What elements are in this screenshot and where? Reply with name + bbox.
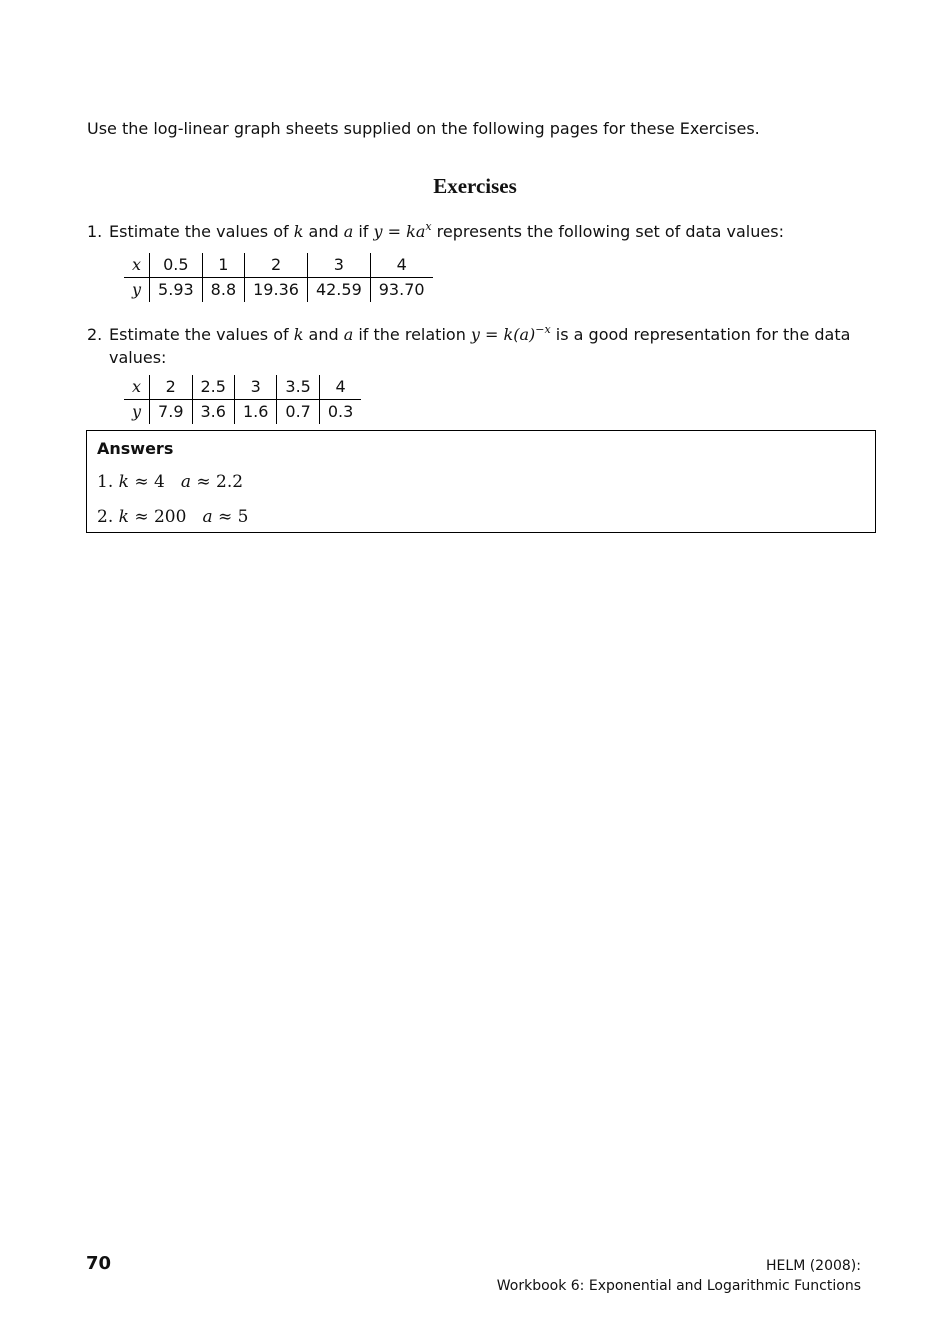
table-cell: 3.6 [192,400,234,425]
table-cell: 0.5 [150,253,203,278]
table-cell: 2 [150,375,192,400]
exercise-1 [87,220,867,243]
footer-citation [497,1256,861,1296]
exercise-2-data-table [124,375,361,424]
intro-text: Use the log-linear graph sheets supplied on the following pages for these Exercises. [87,119,760,138]
table-cell: 0.7 [277,400,319,425]
table-row [124,278,433,303]
answer-1: 1. k ≈ 4 a ≈ 2.2 [97,472,244,492]
exercise-2-text: Estimate the values of k and a if the relation $y = k(a)^{-x}$ is a good representation for the data values: [109,323,851,367]
table-cell: 2.5 [192,375,234,400]
table-cell: 42.59 [307,278,370,303]
exercise-2 [87,323,867,369]
answers-title: Answers [97,439,174,458]
table-cell: 1.6 [234,400,276,425]
table-cell: 3 [234,375,276,400]
exercise-1-number: 1. [87,222,103,241]
table-cell: 7.9 [150,400,192,425]
table-row [124,375,361,400]
table-cell: 4 [319,375,361,400]
answers-box [86,430,876,533]
table-cell: 1 [202,253,244,278]
exercises-heading: Exercises [433,174,517,198]
table-cell: 0.3 [319,400,361,425]
footer-line-1: HELM (2008): [766,1258,861,1274]
table-cell: 19.36 [245,278,308,303]
table-cell: 8.8 [202,278,244,303]
exercise-1-data-table [124,253,433,302]
table-cell: 3.5 [277,375,319,400]
x-label: x [124,375,150,400]
table-row [124,253,433,278]
table-cell: 4 [370,253,432,278]
exercise-1-text: Estimate the values of k and a if $y = ka^x$ represents the following set of data values: [109,220,784,241]
y-label: y [132,280,142,299]
table-cell: 3 [307,253,370,278]
x-label: x [124,253,150,278]
table-row [124,400,361,425]
y-label: y [132,402,142,421]
footer-line-2: Workbook 6: Exponential and Logarithmic Functions [496,1278,861,1294]
table-cell: 2 [245,253,308,278]
answer-2: 2. k ≈ 200 a ≈ 5 [97,507,249,527]
table-cell: 5.93 [150,278,203,303]
table-cell: 93.70 [370,278,432,303]
page-number: 70 [86,1253,112,1274]
exercise-2-number: 2. [87,325,103,344]
